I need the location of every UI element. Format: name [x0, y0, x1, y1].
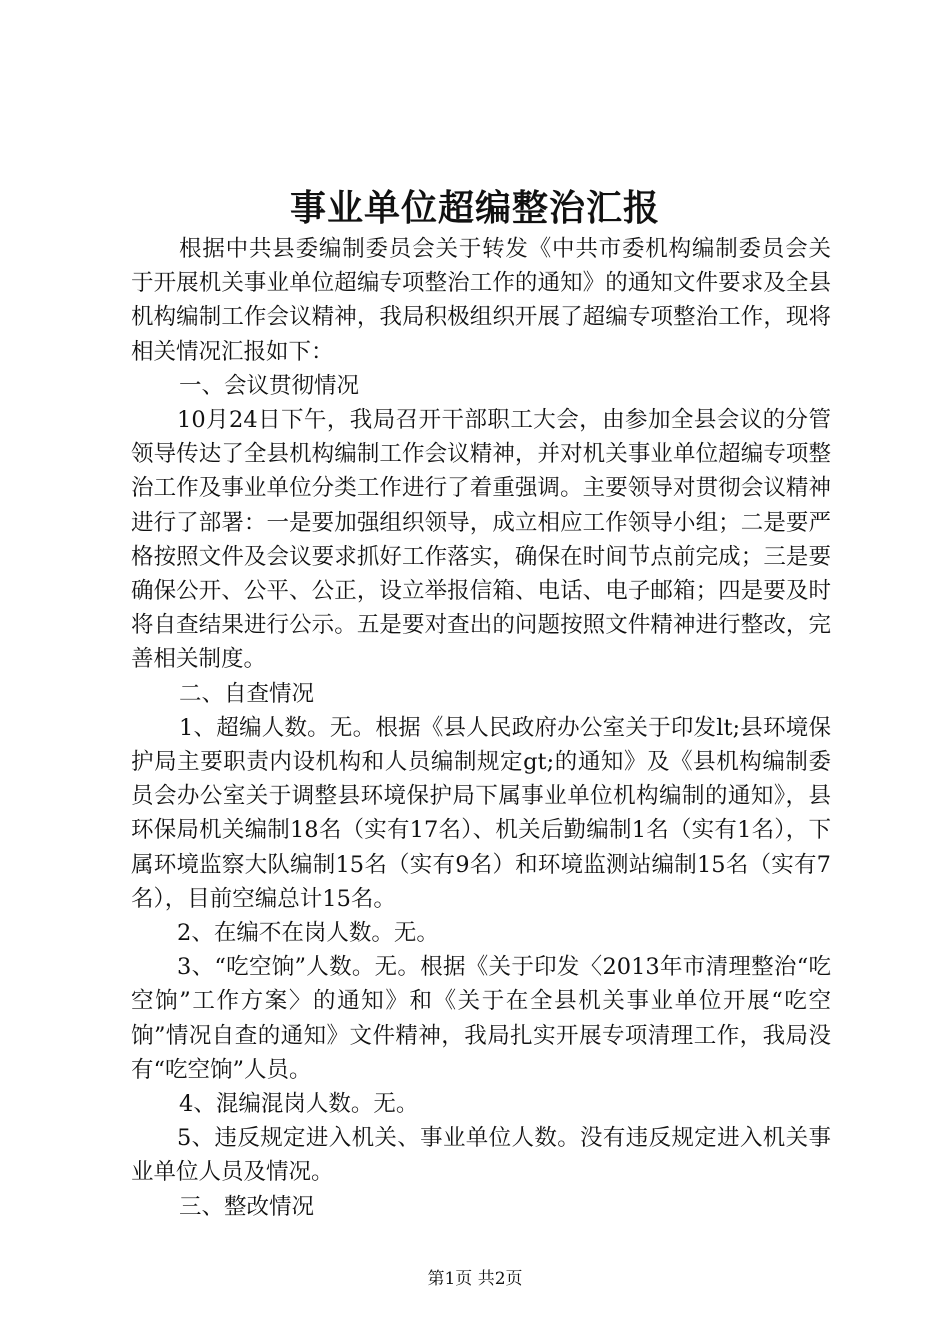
- item-1-paragraph: 1、超编人数。无。根据《县人民政府办公室关于印发lt;县环境保护局主要职责内设机构和人员编制规定gt;的通知》及《县机构编制委员会办公室关于调整县环境保护局下属事业单位机构编制的通知》，县环保局机关编制18名（实有17名）、机关后勤编制1名（实有1名），下属环境监察大队编制15名（实有9名）和环境监测站编制15名（实有7名），目前空编总计15名。: [131, 714, 831, 912]
- section-heading-1: 一、会议贯彻情况: [179, 372, 360, 399]
- document-title: 事业单位超编整治汇报: [289, 187, 660, 229]
- section-heading-2: 二、自查情况: [179, 680, 315, 707]
- item-4-paragraph: 4、混编混岗人数。无。: [179, 1091, 419, 1118]
- meeting-paragraph: 10月24日下午，我局召开干部职工大会，由参加全县会议的分管领导传达了全县机构编制工作会议精神，并对机关事业单位超编专项整治工作及事业单位分类工作进行了着重强调。主要领导对贯彻会议精神进行了部署：一是要加强组织领导，成立相应工作领导小组；二是要严格按照文件及会议要求抓好工作落实，确保在时间节点前完成；三是要确保公开、公平、公正，设立举报信箱、电话、电子邮箱；四是要及时将自查结果进行公示。五是要对查出的问题按照文件精神进行整改，完善相关制度。: [131, 407, 831, 673]
- item-5-paragraph: 5、违反规定进入机关、事业单位人数。没有违反规定进入机关事业单位人员及情况。: [131, 1125, 831, 1186]
- item-2-paragraph: 2、在编不在岗人数。无。: [177, 920, 439, 947]
- intro-paragraph: 根据中共县委编制委员会关于转发《中共市委机构编制委员会关于开展机关事业单位超编专项整治工作的通知》的通知文件要求及全县机构编制工作会议精神，我局积极组织开展了超编专项整治工作，现将相关情况汇报如下：: [131, 236, 831, 365]
- document-body: [131, 232, 831, 1224]
- page-number-footer: 第1页 共2页: [427, 1269, 523, 1289]
- section-heading-3: 三、整改情况: [179, 1193, 315, 1220]
- item-3-paragraph: 3、“吃空饷”人数。无。根据《关于印发〈2013年市清理整治“吃空饷”工作方案〉的通知》和《关于在全县机关事业单位开展“吃空饷”情况自查的通知》文件精神，我局扎实开展专项清理工作，我局没有“吃空饷”人员。: [131, 954, 831, 1083]
